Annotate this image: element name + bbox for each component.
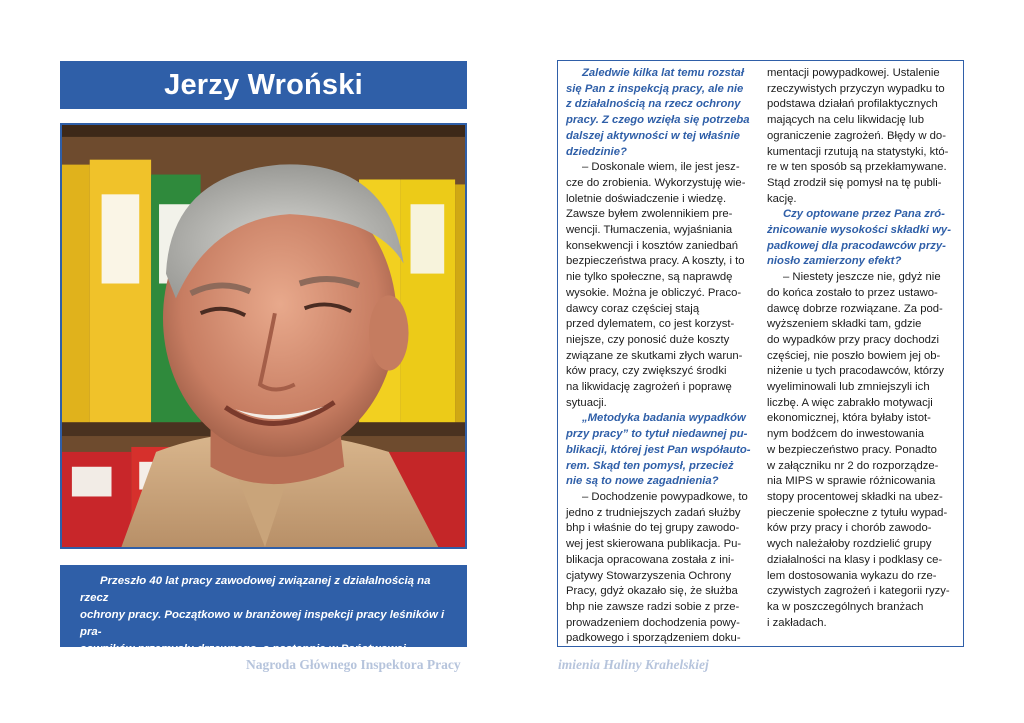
interview-question-line: Zaledwie kilka lat temu rozstał bbox=[582, 67, 744, 79]
interview-question-line: dalszej aktywności w tej właśnie bbox=[566, 129, 740, 142]
bio-line: Przeszło 40 lat pracy zawodowej związanej z działalnością na rzecz bbox=[80, 575, 431, 604]
interview-answer-line: związane ze skutkami złych warun- bbox=[566, 349, 743, 362]
interview-answer-line: – Dochodzenie powypadkowe, to bbox=[582, 490, 748, 503]
interview-answer-line: – Doskonale wiem, ile jest jesz- bbox=[582, 161, 740, 174]
interview-answer-line: na likwidację zagrożeń i poprawę bbox=[566, 381, 732, 394]
interview-question-line: żnicowanie wysokości składki wy- bbox=[767, 224, 951, 237]
bio-line: cowników przemysłu drzewnego, a następnie w Państwowej Inspekcji bbox=[80, 643, 406, 672]
bio-line: ochrony pracy. Początkowo w branżowej inspekcji pracy leśników i pra- bbox=[80, 609, 445, 638]
interview-answer-line: niejsze, czy ponosić duże koszty bbox=[566, 333, 730, 346]
interview-question-line: dziedzinie? bbox=[566, 145, 627, 158]
interview-answer-line: dawcy coraz częściej stają bbox=[566, 302, 700, 315]
interview-question-line: z działalnością na rzecz ochrony bbox=[566, 98, 741, 111]
interview-answer-line: nia MIPS w sprawie różnicowania bbox=[767, 475, 936, 488]
interview-answer-line: sytuacji. bbox=[566, 396, 607, 409]
interview-question-line: padkowej dla pracodawców przy- bbox=[767, 239, 946, 252]
interview-answer-line: Pracy, gdyż okazało się, że służba bbox=[566, 585, 738, 598]
interview-question-line: niosło zamierzony efekt? bbox=[767, 255, 902, 268]
interview-answer-line: ka w poszczególnych branżach bbox=[767, 600, 924, 613]
interview-answer-line: – Niestety jeszcze nie, gdyż nie bbox=[783, 271, 941, 284]
interview-question-line: rem. Skąd ten pomysł, przecież bbox=[566, 459, 734, 472]
interview-answer-line: ków pracy, czy zwiększyć środki bbox=[566, 365, 727, 378]
interview-question-line: się Pan z inspekcją pracy, ale nie bbox=[566, 82, 744, 95]
interview-answer-line: loletnie doświadczenie i wiedzę. bbox=[566, 192, 727, 205]
interview-answer-line: ekonomicznej, która byłaby istot- bbox=[767, 412, 931, 425]
interview-answer-line: nie tylko społeczne, są naprawdę bbox=[566, 271, 733, 284]
interview-answer-line: konsekwencji i kosztów zaniedbań bbox=[566, 239, 739, 252]
interview-answer-line: przed dylematem, co jest korzyst- bbox=[566, 318, 735, 331]
interview-answer-line: podstawa działań profilaktycznych bbox=[767, 98, 938, 111]
interview-answer-line: wyższeniem składki tam, gdzie bbox=[767, 318, 922, 331]
interview-answer-line: pieczenie społeczne z tytułu wypad- bbox=[767, 506, 948, 519]
interview-answer-line: częściej, nie poszło bowiem jej ob- bbox=[767, 349, 941, 362]
interview-answer-line: bezpieczeństwa pracy. A koszty, i to bbox=[566, 255, 745, 268]
interview-question-line: przy pracy” to tytuł niedawnej pu- bbox=[566, 428, 748, 441]
interview-answer-line: re w ten sposób są przekłamywane. bbox=[767, 161, 947, 174]
interview-answer-line: wencji. Tłumaczenia, wyjaśniania bbox=[566, 224, 733, 237]
interview-answer-line: stopy procentowej składki na ubez- bbox=[767, 490, 943, 503]
footer-award-patron: imienia Haliny Krahelskiej bbox=[558, 657, 709, 672]
interview-answer-line: bhp nie zawsze radzi sobie z prze- bbox=[566, 600, 740, 613]
article-column-1 bbox=[566, 66, 757, 647]
interview-answer-line: kację. bbox=[767, 192, 797, 205]
interview-answer-line: blikacja opracowana została z ini- bbox=[566, 553, 735, 566]
interview-answer-line: nym bodźcem do inwestowania bbox=[767, 428, 924, 441]
footer-award-name: Nagroda Głównego Inspektora Pracy bbox=[246, 657, 461, 672]
interview-question-line: blikacji, której jest Pan współauto- bbox=[566, 443, 751, 456]
interview-answer-line: lem dostosowania wykazu do rze- bbox=[767, 569, 937, 582]
interview-answer-line: mentacji powypadkowej. Ustalenie bbox=[767, 67, 940, 79]
interview-answer-line: cze do zrobienia. Wykorzystuję wie- bbox=[566, 176, 746, 189]
portrait-photo bbox=[60, 123, 467, 549]
interview-question-line: Czy optowane przez Pana zró- bbox=[783, 208, 945, 221]
interview-answer-line: wyeliminowali lub zmniejszyli ich bbox=[767, 381, 930, 394]
interview-answer-line: kumentacji rzutują na statystyki, któ- bbox=[767, 145, 949, 158]
interview-answer-line: ków przy pracy i chorób zawodo- bbox=[767, 522, 932, 535]
portrait-illustration bbox=[62, 125, 465, 547]
interview-answer-line: prowadzeniem dochodzenia powy- bbox=[566, 616, 740, 629]
article-column-2 bbox=[767, 66, 958, 631]
interview-answer-line: cjatywy Stowarzyszenia Ochrony bbox=[566, 569, 732, 582]
interview-answer-line: padkowego i sporządzeniem doku- bbox=[566, 632, 741, 645]
interview-answer-line: jedno z trudniejszych zadań służby bbox=[566, 506, 741, 519]
interview-question-line: nie są to nowe zagadnienia? bbox=[566, 475, 719, 488]
interview-answer-line: wej jest skierowana publikacja. Pu- bbox=[566, 538, 742, 551]
interview-question-line: „Metodyka badania wypadków bbox=[582, 412, 746, 425]
interview-answer-line: do wypadków przy pracy dochodzi bbox=[767, 333, 940, 346]
interview-answer-line: liczbę. A więc zabrakło motywacji bbox=[767, 396, 933, 409]
interview-answer-line: wych należałoby rozdzielić grupy bbox=[767, 538, 932, 551]
interview-answer-line: ograniczenie zagrożeń. Błędy w do- bbox=[767, 129, 946, 142]
interview-answer-line: mających na celu likwidację lub bbox=[767, 114, 924, 127]
bio-line: Pracy. Obecnie działa w Stowarzyszeniu Ochrony Pracy. bbox=[80, 677, 385, 689]
interview-answer-line: Stąd zrodził się pomysł na tę publi- bbox=[767, 176, 942, 189]
interview-answer-line: bhp i właśnie do tej grupy zawodo- bbox=[566, 522, 740, 535]
interview-answer-line: działalności na klasy i podklasy ce- bbox=[767, 553, 943, 566]
page-title: Jerzy Wroński bbox=[60, 61, 467, 109]
interview-answer-line: niżenie u tych pracodawców, którzy bbox=[767, 365, 945, 378]
interview-answer-line: wysokie. Można je obliczyć. Praco- bbox=[566, 286, 742, 299]
interview-answer-line: dawcę dobrze rozwiązane. Za pod- bbox=[767, 302, 943, 315]
interview-answer-line: czywistych zagrożeń i kategorii ryzy- bbox=[767, 585, 950, 598]
interview-answer-line: i zakładach. bbox=[767, 616, 827, 629]
interview-answer-line: do końca zostało to przez ustawo- bbox=[767, 286, 938, 299]
interview-answer-line: w załączniku nr 2 do rozporządze- bbox=[767, 459, 939, 472]
interview-answer-line: Zawsze byłem zwolennikiem pre- bbox=[566, 208, 733, 221]
interview-question-line: pracy. Z czego wzięła się potrzeba bbox=[566, 114, 750, 127]
interview-answer-line: w bezpieczeństwo pracy. Ponadto bbox=[767, 443, 937, 456]
interview-answer-line: rzeczywistych przyczyn wypadku to bbox=[767, 82, 945, 95]
